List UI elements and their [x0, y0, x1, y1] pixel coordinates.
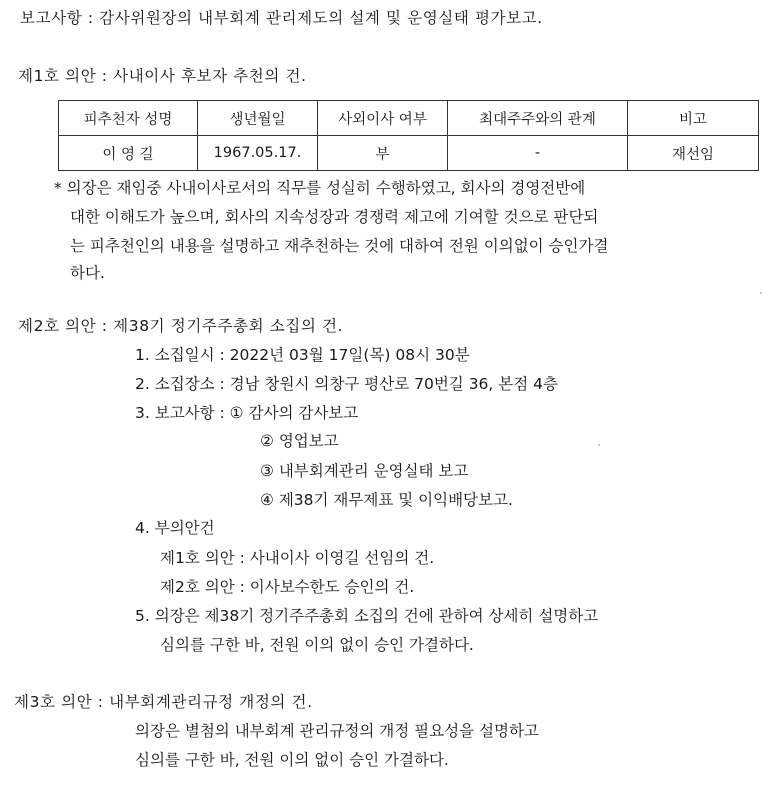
table-header-cell: 피추천자 성명: [59, 101, 198, 136]
note-line: * 의장은 재임중 사내이사로서의 직무를 성실히 수행하였고, 회사의 경영전반에: [54, 179, 586, 197]
agenda3-title: 제3호 의안 : 내부회계관리규정 개정의 건.: [14, 693, 313, 711]
note-line: 는 피추천인의 내용을 설명하고 재추천하는 것에 대하여 전원 이의없이 승인가결: [70, 237, 609, 255]
nominee-table: [58, 100, 759, 171]
report-item: ③ 내부회계관리 운영실태 보고: [260, 462, 469, 480]
table-header-cell: 최대주주와의 관계: [448, 101, 628, 136]
table-cell: 부: [318, 136, 448, 171]
agenda2-subheading: 4. 부의안건: [135, 519, 215, 537]
sub-agenda-item: 제2호 의안 : 이사보수한도 승인의 건.: [160, 578, 415, 596]
table-header-cell: 사외이사 여부: [318, 101, 448, 136]
table-header-cell: 비고: [628, 101, 759, 136]
agenda2-item: 2. 소집장소 : 경남 창원시 의창구 평산로 70번길 36, 본점 4층: [135, 375, 558, 393]
agenda3-line: 의장은 별첨의 내부회계 관리규정의 개정 필요성을 설명하고: [135, 722, 539, 740]
agenda2-title: 제2호 의안 : 제38기 정기주주총회 소집의 건.: [18, 317, 344, 335]
item5-line: 5. 의장은 제38기 정기주주총회 소집의 건에 관하여 상세히 설명하고: [135, 607, 599, 625]
scan-speck: [598, 444, 600, 446]
agenda2-item: 3. 보고사항 : ① 감사의 감사보고: [135, 404, 359, 422]
scan-speck: [760, 292, 762, 294]
note-line: 대한 이해도가 높으며, 회사의 지속성장과 경쟁력 제고에 기여할 것으로 판단되: [70, 208, 599, 226]
report-item: ② 영업보고: [260, 432, 339, 450]
item5-line: 심의를 구한 바, 전원 이의 없이 승인 가결하다.: [160, 636, 474, 654]
table-cell: 재선임: [628, 136, 759, 171]
report-line: 보고사항 : 감사위원장의 내부회계 관리제도의 설계 및 운영실태 평가보고.: [20, 9, 543, 27]
agenda1-title: 제1호 의안 : 사내이사 후보자 추천의 건.: [18, 67, 307, 85]
table-header-row: [59, 101, 759, 136]
report-item: ④ 제38기 재무제표 및 이익배당보고.: [260, 491, 513, 509]
table-header-cell: 생년월일: [198, 101, 318, 136]
agenda3-line: 심의를 구한 바, 전원 이의 없이 승인 가결하다.: [135, 751, 449, 769]
sub-agenda-item: 제1호 의안 : 사내이사 이영길 선임의 건.: [160, 549, 435, 567]
note-line: 하다.: [70, 264, 105, 282]
agenda2-item: 1. 소집일시 : 2022년 03월 17일(목) 08시 30분: [135, 346, 470, 364]
table-row: [59, 136, 759, 171]
table-cell: -: [448, 136, 628, 171]
table-cell: 1967.05.17.: [198, 136, 318, 171]
table-cell: 이 영 길: [59, 136, 198, 171]
